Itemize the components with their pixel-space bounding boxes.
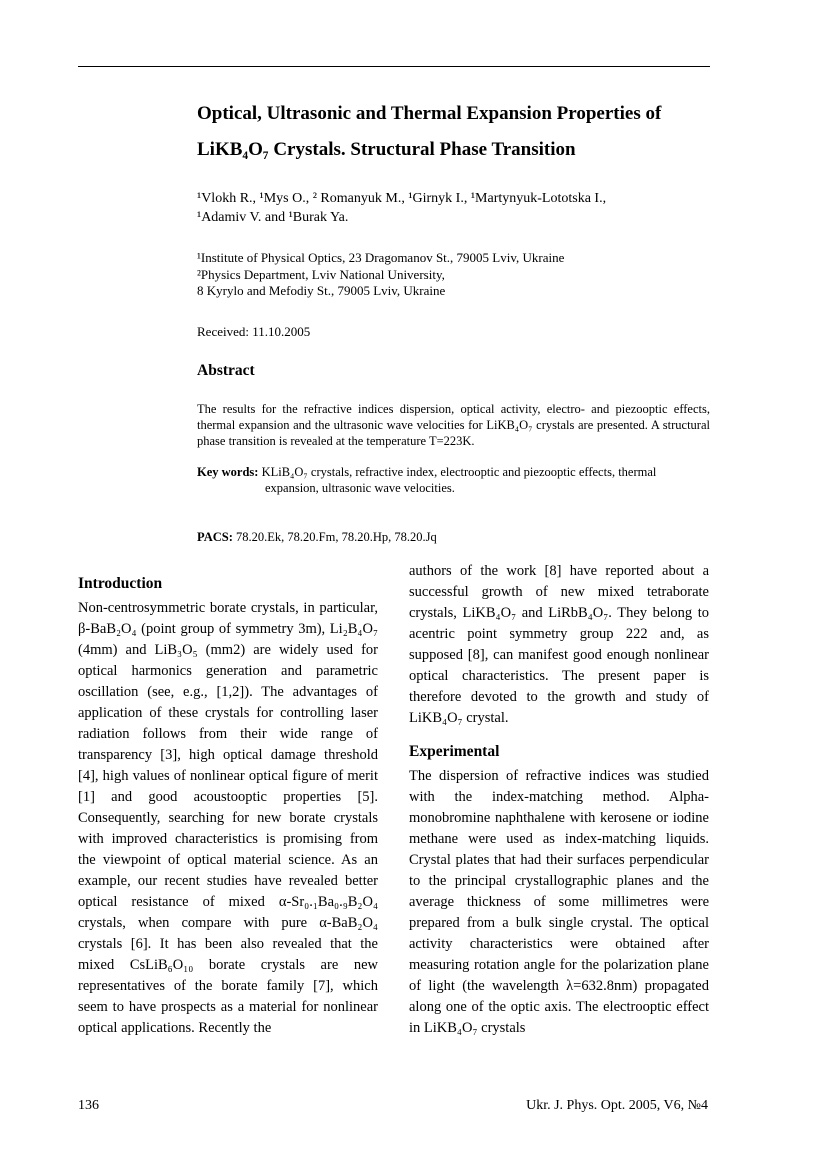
authors-line-2: ¹Adamiv V. and ¹Burak Ya.: [197, 210, 349, 225]
keywords-label: Key words:: [197, 465, 259, 479]
title-line-1: Optical, Ultrasonic and Thermal Expansion Properties of: [197, 103, 662, 124]
pacs-codes: 78.20.Ek, 78.20.Fm, 78.20.Hp, 78.20.Jq: [232, 530, 437, 544]
experimental-text: The dispersion of refractive indices was studied with the index-matching method. Alpha-monobromine naphthalene with kerosene or iodine methane were used as index-matching liquids. Crystal plates that had their surfaces perpendicular to the principal crystallographic planes and the average thickness of some millimetres were prepared from a bulk single crystal. The optical activity characteristics were obtained after measuring rotation angle for the polarization plane of light (the wavelength λ=632.8nm) propagated along one of the optic axis. The electrooptic effect in LiKB₄O₇ crystals: [409, 768, 709, 1036]
authors-line-1: ¹Vlokh R., ¹Mys O., ² Romanyuk M., ¹Girnyk I., ¹Martynyuk-Lototska I.,: [197, 191, 607, 206]
keywords-text-2: expansion, ultrasonic wave velocities.: [265, 481, 455, 495]
header-rule: [78, 66, 710, 67]
keywords-text-1: KLiB₄O₇ crystals, refractive index, electrooptic and piezooptic effects, thermal: [258, 465, 657, 479]
pacs-block: [197, 530, 437, 545]
received-date: Received: 11.10.2005: [197, 324, 311, 339]
right-column: [409, 561, 709, 1039]
affiliation-line-3: 8 Kyrylo and Mefodiy St., 79005 Lviv, Ukraine: [197, 283, 446, 298]
affiliation-line-1: ¹Institute of Physical Optics, 23 Dragomanov St., 79005 Lviv, Ukraine: [197, 250, 565, 265]
page-number: 136: [78, 1098, 99, 1113]
left-column: [78, 573, 378, 1039]
affiliations: [197, 250, 717, 300]
paper-title: [197, 96, 717, 168]
keywords-block: [197, 464, 710, 496]
abstract-heading: Abstract: [197, 362, 255, 379]
experimental-heading: Experimental: [409, 743, 500, 760]
introduction-text: Non-centrosymmetric borate crystals, in particular, β-BaB₂O₄ (point group of symmetry 3m), Li₂B₄O₇ (4mm) and LiB₃O₅ (mm2) are widely used for optical harmonics generation and parametric oscillation (see, e.g., [1,2]). The advantages of application of these crystals for controlling laser radiation follows from their wide range of transparency [3], high optical damage threshold [4], high values of nonlinear optical figure of merit [1] and good acoustooptic properties [5]. Consequently, searching for new borate crystals with improved characteristics is promising from the viewpoint of optical material science. As an example, our recent studies have revealed better optical resistance of mixed α-Sr₀.₁Ba₀.₉B₂O₄ crystals, when compare with pure α-BaB₂O₄ crystals [6]. It has been also revealed that the mixed CsLiB₆O₁₀ borate crystals are new representatives of the borate family [7], which seem to have prospects as a material for nonlinear optical applications. Recently the: [78, 600, 378, 1036]
author-list: [197, 189, 717, 227]
journal-citation: Ukr. J. Phys. Opt. 2005, V6, №4: [526, 1098, 708, 1113]
affiliation-line-2: ²Physics Department, Lviv National University,: [197, 266, 445, 282]
introduction-heading: Introduction: [78, 575, 163, 592]
title-line-2: LiKB₄O₇ Crystals. Structural Phase Transition: [197, 139, 576, 160]
abstract-text: The results for the refractive indices dispersion, optical activity, electro- and piezooptic effects, thermal expansion and the ultrasonic wave velocities for LiKB₄O₇ crystals are presented. A structural phase transition is revealed at the temperature T=223K.: [197, 402, 710, 448]
introduction-continued-text: authors of the work [8] have reported about a successful growth of new mixed tetraborate crystals, LiKB₄O₇ and LiRbB₄O₇. They belong to acentric point symmetry group 222 and, as supposed [8], can manifest good enough nonlinear optical characteristics. The present paper is therefore devoted to the growth and study of LiKB₄O₇ crystal.: [409, 563, 709, 726]
pacs-label: PACS:: [197, 530, 233, 544]
